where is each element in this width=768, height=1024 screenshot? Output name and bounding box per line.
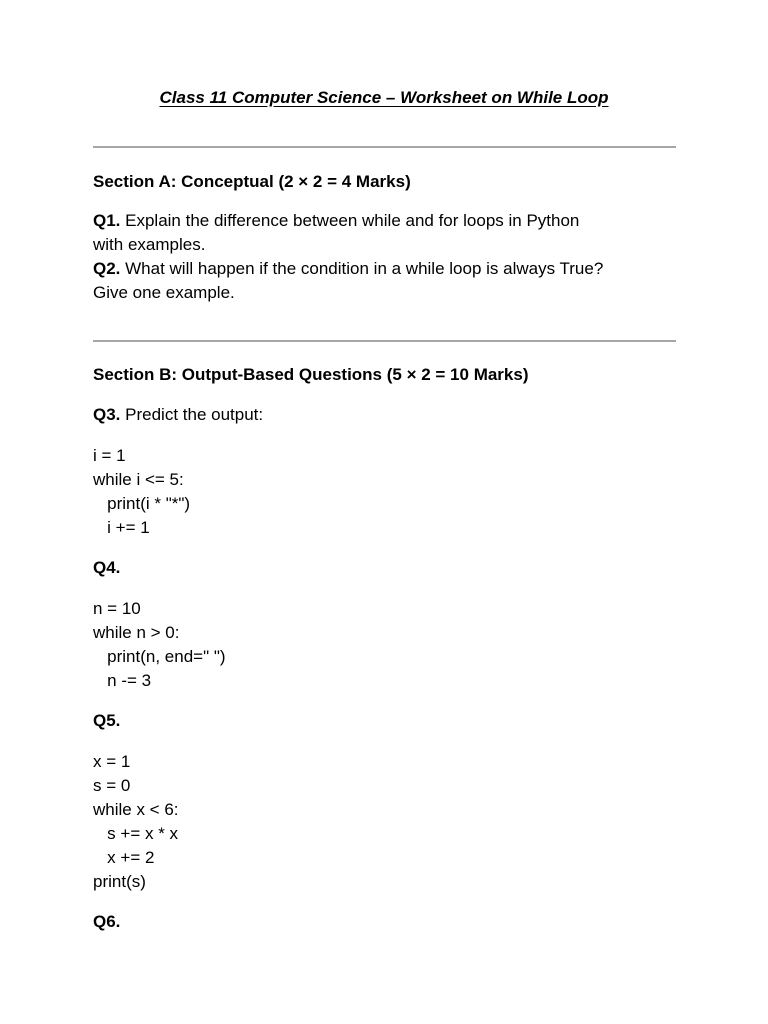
code-line: while i <= 5: <box>93 470 184 489</box>
q1-line-1 <box>93 211 579 231</box>
q2-text: What will happen if the condition in a while loop is always True? <box>120 259 604 278</box>
code-line: i = 1 <box>93 446 126 465</box>
q4-label: Q4. <box>93 558 121 577</box>
q3-line <box>93 405 263 425</box>
section-b-heading: Section B: Output-Based Questions (5 × 2 = 10 Marks) <box>93 365 529 384</box>
q1-text: Explain the difference between while and for loops in Python <box>120 211 580 230</box>
code-line: print(n, end=" ") <box>93 647 226 666</box>
q2-line-1 <box>93 259 603 279</box>
code-line: print(s) <box>93 872 146 891</box>
q4-code-block <box>93 597 226 693</box>
q3-label: Q3. <box>93 405 121 424</box>
divider-middle <box>93 340 676 342</box>
q2-line-2: Give one example. <box>93 283 235 302</box>
q1-label: Q1. <box>93 211 121 230</box>
code-line: n -= 3 <box>93 671 152 690</box>
q2-label: Q2. <box>93 259 121 278</box>
code-line: while x < 6: <box>93 800 179 819</box>
page-title: Class 11 Computer Science – Worksheet on While Loop <box>159 88 609 107</box>
code-line: while n > 0: <box>93 623 180 642</box>
section-a-heading: Section A: Conceptual (2 × 2 = 4 Marks) <box>93 172 411 191</box>
code-line: n = 10 <box>93 599 141 618</box>
code-line: x = 1 <box>93 752 131 771</box>
code-line: s += x * x <box>93 824 179 843</box>
divider-top <box>93 146 676 148</box>
q5-label: Q5. <box>93 711 121 730</box>
q1-line-2: with examples. <box>93 235 206 254</box>
code-line: i += 1 <box>93 518 150 537</box>
code-line: x += 2 <box>93 848 155 867</box>
q6-label: Q6. <box>93 912 121 931</box>
code-line: s = 0 <box>93 776 131 795</box>
code-line: print(i * "*") <box>93 494 191 513</box>
q5-code-block <box>93 750 179 894</box>
q3-code-block <box>93 444 190 540</box>
q3-text: Predict the output: <box>120 405 264 424</box>
